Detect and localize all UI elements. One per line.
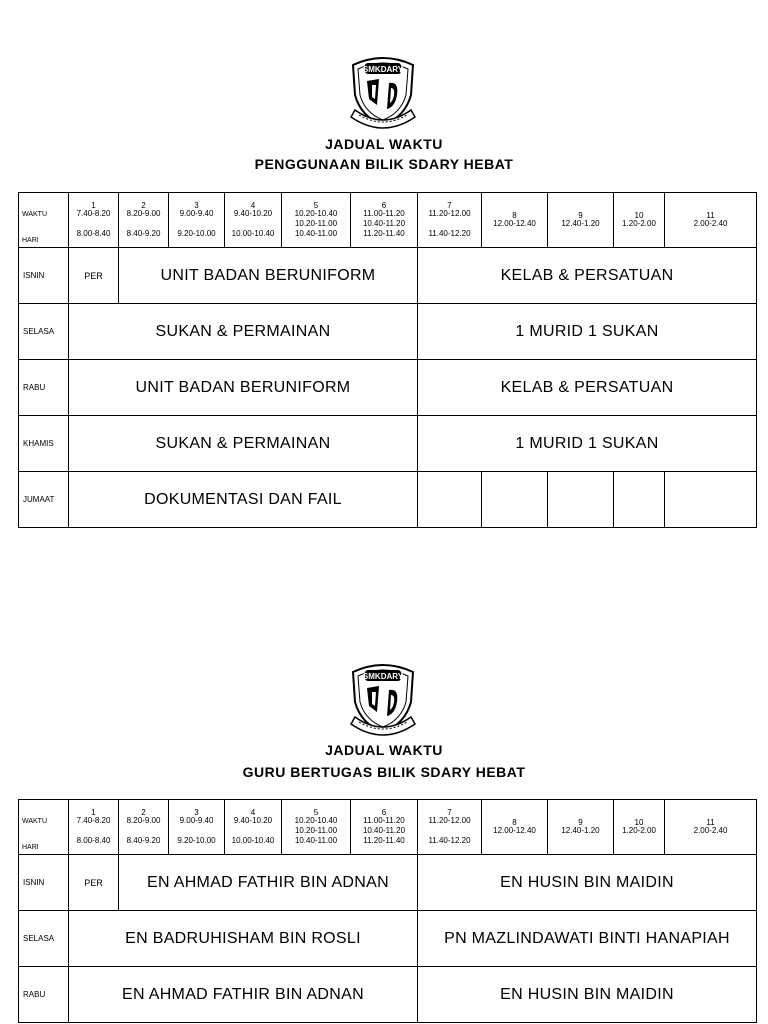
empty-cell bbox=[665, 472, 757, 528]
empty-cell bbox=[614, 472, 665, 528]
period-header: 8 12.00-12.40 bbox=[482, 800, 548, 855]
day-row-rabu bbox=[19, 360, 757, 416]
period-header: 6 11.00-11.20 10.40-11.20 11.20-11.40 bbox=[351, 193, 418, 248]
empty-cell bbox=[482, 472, 548, 528]
school-crest-logo bbox=[345, 662, 421, 742]
teacher-cell: PN MAZLINDAWATI BINTI HANAPIAH bbox=[418, 911, 757, 967]
day-label: SELASA bbox=[19, 911, 69, 967]
teacher-cell: EN AHMAD FATHIR BIN ADNAN bbox=[119, 855, 418, 911]
day-label: SELASA bbox=[19, 304, 69, 360]
period-header: 2 8.20-9.00 8.40-9.20 bbox=[119, 193, 169, 248]
activity-cell: 1 MURID 1 SUKAN bbox=[418, 416, 757, 472]
day-row-isnin bbox=[19, 248, 757, 304]
timetable-usage bbox=[18, 192, 757, 528]
day-row-khamis bbox=[19, 416, 757, 472]
activity-cell: DOKUMENTASI DAN FAIL bbox=[69, 472, 418, 528]
period-header: 7 11.20-12.00 11.40-12.20 bbox=[418, 193, 482, 248]
teacher-cell: EN BADRUHISHAM BIN ROSLI bbox=[69, 911, 418, 967]
period-header: 1 7.40-8.20 8.00-8.40 bbox=[69, 800, 119, 855]
empty-cell bbox=[548, 472, 614, 528]
svg-text:SMKDARY: SMKDARY bbox=[362, 65, 404, 74]
timetable-duty-teachers bbox=[18, 799, 757, 1023]
school-crest-logo bbox=[345, 55, 421, 135]
day-row-selasa bbox=[19, 911, 757, 967]
period-header: 2 8.20-9.00 8.40-9.20 bbox=[119, 800, 169, 855]
period-header: 9 12.40-1.20 bbox=[548, 800, 614, 855]
period-header: 1 7.40-8.20 8.00-8.40 bbox=[69, 193, 119, 248]
period-header: 11 2.00-2.40 bbox=[665, 800, 757, 855]
day-label: RABU bbox=[19, 360, 69, 416]
per-cell: PER bbox=[69, 855, 119, 911]
day-label: ISNIN bbox=[19, 248, 69, 304]
period-header: 10 1.20-2.00 bbox=[614, 800, 665, 855]
day-label: ISNIN bbox=[19, 855, 69, 911]
day-row-selasa bbox=[19, 304, 757, 360]
empty-cell bbox=[418, 472, 482, 528]
title-line-1: JADUAL WAKTU bbox=[325, 742, 443, 758]
activity-cell: SUKAN & PERMAINAN bbox=[69, 416, 418, 472]
day-row-isnin bbox=[19, 855, 757, 911]
period-header: 4 9.40-10.20 10.00-10.40 bbox=[225, 800, 282, 855]
waktu-hari-corner: WAKTU HARI bbox=[19, 800, 69, 855]
period-header: 3 9.00-9.40 9.20-10.00 bbox=[169, 800, 225, 855]
day-label: RABU bbox=[19, 967, 69, 1023]
day-row-rabu bbox=[19, 967, 757, 1023]
period-header: 3 9.00-9.40 9.20-10.00 bbox=[169, 193, 225, 248]
teacher-cell: EN HUSIN BIN MAIDIN bbox=[418, 855, 757, 911]
period-header: 4 9.40-10.20 10.00-10.40 bbox=[225, 193, 282, 248]
period-header: 9 12.40-1.20 bbox=[548, 193, 614, 248]
activity-cell: SUKAN & PERMAINAN bbox=[69, 304, 418, 360]
period-header: 8 12.00-12.40 bbox=[482, 193, 548, 248]
period-header: 5 10.20-10.40 10.20-11.00 10.40-11.00 bbox=[282, 193, 351, 248]
period-header: 11 2.00-2.40 bbox=[665, 193, 757, 248]
activity-cell: KELAB & PERSATUAN bbox=[418, 248, 757, 304]
title-line-2: PENGGUNAAN BILIK SDARY HEBAT bbox=[254, 156, 514, 172]
teacher-cell: EN HUSIN BIN MAIDIN bbox=[418, 967, 757, 1023]
header-row bbox=[19, 800, 757, 855]
activity-cell: UNIT BADAN BERUNIFORM bbox=[119, 248, 418, 304]
svg-text:SMKDARY: SMKDARY bbox=[362, 672, 404, 681]
activity-cell: UNIT BADAN BERUNIFORM bbox=[69, 360, 418, 416]
period-header: 10 1.20-2.00 bbox=[614, 193, 665, 248]
period-header: 6 11.00-11.20 10.40-11.20 11.20-11.40 bbox=[351, 800, 418, 855]
period-header: 5 10.20-10.40 10.20-11.00 10.40-11.00 bbox=[282, 800, 351, 855]
activity-cell: 1 MURID 1 SUKAN bbox=[418, 304, 757, 360]
period-header: 7 11.20-12.00 11.40-12.20 bbox=[418, 800, 482, 855]
header-row bbox=[19, 193, 757, 248]
activity-cell: KELAB & PERSATUAN bbox=[418, 360, 757, 416]
title-line-1: JADUAL WAKTU bbox=[325, 136, 443, 152]
title-line-2: GURU BERTUGAS BILIK SDARY HEBAT bbox=[242, 764, 526, 780]
day-row-jumaat bbox=[19, 472, 757, 528]
teacher-cell: EN AHMAD FATHIR BIN ADNAN bbox=[69, 967, 418, 1023]
waktu-hari-corner: WAKTU HARI bbox=[19, 193, 69, 248]
day-label: JUMAAT bbox=[19, 472, 69, 528]
per-cell: PER bbox=[69, 248, 119, 304]
day-label: KHAMIS bbox=[19, 416, 69, 472]
